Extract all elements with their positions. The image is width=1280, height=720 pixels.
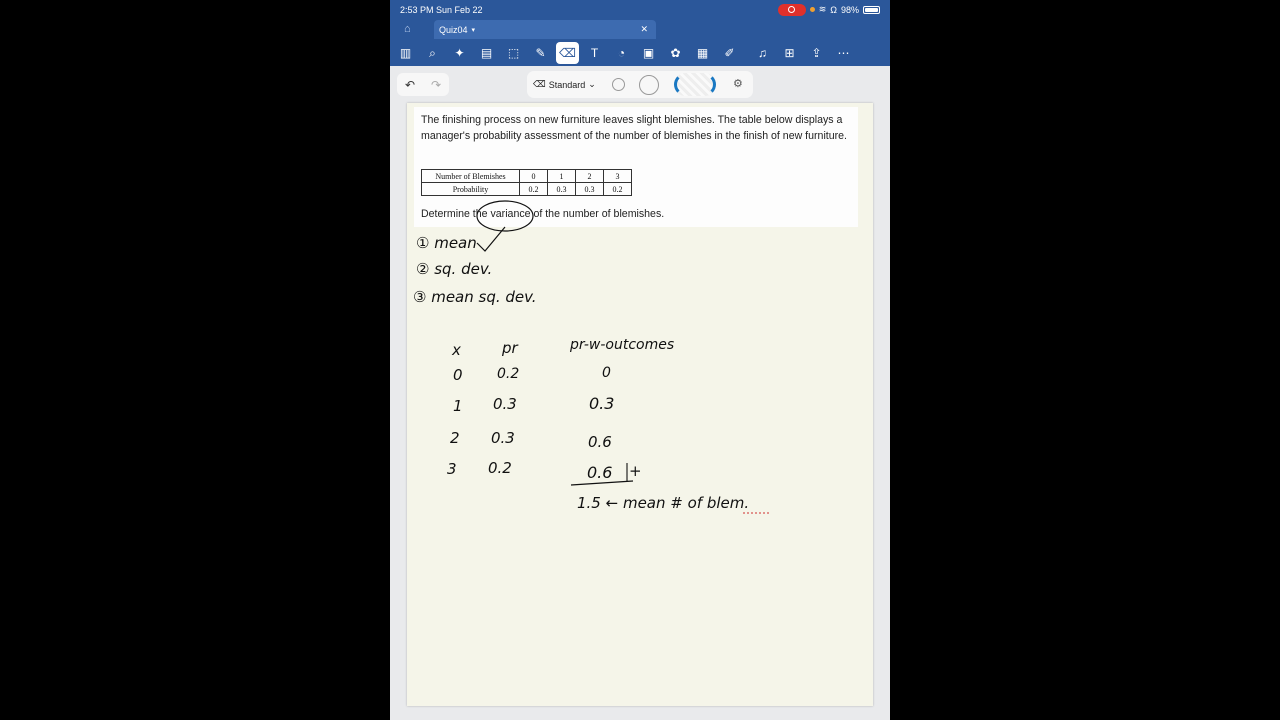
app-header [390, 0, 890, 66]
ribbon-toolbar [390, 40, 890, 66]
row-pw: 0 [602, 365, 611, 381]
battery-percent: 98% [840, 4, 859, 15]
problem-question: Determine the variance of the number of blemishes. [421, 208, 665, 220]
eraser-style-select[interactable] [533, 76, 596, 93]
table-cell: 0.2 [520, 183, 548, 196]
search-icon[interactable]: ⌕ [429, 45, 436, 60]
eraser-style-label: Standard [548, 79, 586, 90]
textbox-icon[interactable]: T [590, 46, 599, 60]
note-step1: ① mean [416, 234, 477, 252]
note-step3: ③ mean sq. dev. [413, 288, 537, 306]
table-cell: 0.2 [604, 183, 632, 196]
tab-title: Quiz04 [439, 24, 468, 35]
eraser-icon[interactable]: ⌫ [556, 42, 579, 64]
row-label: Probability [422, 183, 520, 196]
eraser-small-icon: ⌫ [533, 79, 546, 89]
col-x-header: x [452, 341, 461, 359]
table-cell: 3 [604, 170, 632, 183]
dictate-icon[interactable]: ♫ [758, 46, 767, 60]
row-pw: 0.6 [588, 433, 612, 451]
table-cell: 0.3 [576, 183, 604, 196]
row-x: 3 [447, 460, 457, 478]
pen-toolbar [390, 67, 890, 103]
row-x: 0 [453, 366, 463, 384]
chevron-down-icon: ⌄ [588, 79, 596, 89]
more-icon[interactable]: ⋯ [837, 46, 850, 60]
mic-indicator-icon [810, 7, 815, 12]
select-icon[interactable]: ⬚ [507, 46, 520, 60]
share-icon[interactable]: ⇪ [811, 46, 822, 60]
table-cell: 0.3 [548, 183, 576, 196]
ipad-screen [390, 0, 890, 720]
variance-circle-ink [477, 201, 533, 231]
undo-redo-group [397, 73, 449, 96]
undo-icon[interactable]: ↶ [404, 77, 416, 92]
row-pw: 0.3 [589, 394, 615, 413]
size-medium-option[interactable] [639, 75, 659, 95]
row-pw: 0.6 [587, 463, 613, 482]
document-page[interactable] [407, 103, 873, 706]
handwritten-notes [407, 103, 873, 706]
image-icon[interactable]: ▣ [642, 46, 655, 60]
battery-icon [863, 6, 880, 14]
row-label: Number of Blemishes [422, 170, 520, 183]
status-indicators [778, 3, 880, 16]
notes-icon[interactable]: ▦ [696, 46, 709, 60]
pen-options [527, 71, 753, 98]
row-x: 1 [453, 397, 463, 415]
redo-icon[interactable]: ↷ [430, 77, 442, 92]
table-cell: 1 [548, 170, 576, 183]
row-pr: 0.2 [497, 366, 520, 382]
ink-to-shape-icon[interactable]: ✿ [670, 46, 681, 60]
chevron-down-icon[interactable]: ▾ [471, 26, 476, 34]
shapes-icon[interactable]: ◔ [617, 46, 626, 60]
status-time: 2:53 PM Sun Feb 22 [400, 5, 483, 15]
row-pr: 0.2 [488, 459, 512, 477]
headphones-icon: Ω [830, 4, 837, 15]
tab-quiz04[interactable] [434, 20, 656, 39]
table-cell: 2 [576, 170, 604, 183]
wifi-icon: ≋ [818, 4, 827, 14]
highlighter-icon[interactable]: ✐ [724, 46, 735, 60]
row-pr: 0.3 [493, 395, 517, 413]
add-page-icon[interactable]: ⊞ [784, 46, 795, 60]
row-pr: 0.3 [491, 429, 515, 447]
col-pr-header: pr [502, 339, 518, 357]
document-icon[interactable]: ▤ [480, 46, 493, 60]
col-pw-header: pr-w-outcomes [570, 337, 675, 353]
reading-view-icon[interactable]: ▥ [399, 46, 412, 60]
size-large-option[interactable] [674, 73, 716, 96]
magic-icon[interactable]: ✦ [454, 46, 465, 60]
mean-result: 1.5 ← mean # of blem. [577, 494, 750, 512]
plus-sign: + [629, 462, 642, 480]
table-cell: 0 [520, 170, 548, 183]
close-tab-icon[interactable]: ✕ [640, 24, 648, 34]
pen-settings-icon[interactable]: ⚙ [733, 78, 743, 90]
screen-recording-icon[interactable] [778, 4, 806, 16]
size-small-option[interactable] [612, 78, 625, 91]
pen-icon[interactable]: ✎ [535, 46, 546, 60]
row-x: 2 [450, 429, 460, 447]
problem-intro: The finishing process on new furniture leaves slight blemishes. The table below displays a manager's probability assessment of the number of blemishes in the finish of new furniture. [421, 114, 847, 142]
home-icon[interactable]: ⌂ [404, 23, 411, 35]
note-step2: ② sq. dev. [416, 260, 493, 278]
